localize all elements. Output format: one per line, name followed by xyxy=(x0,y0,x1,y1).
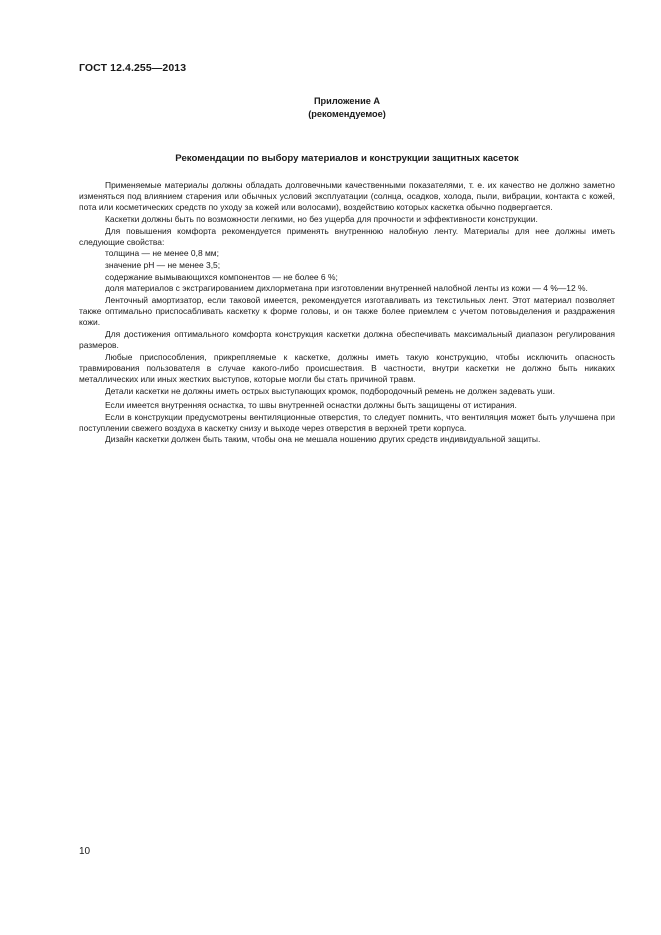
section-title: Рекомендации по выбору материалов и конструкции защитных касеток xyxy=(175,153,519,164)
property-item: значение рН — не менее 3,5; xyxy=(105,260,221,271)
standard-header: ГОСТ 12.4.255—2013 xyxy=(79,62,187,74)
property-item: содержание вымывающихся компонентов — не более 6 %; xyxy=(105,271,338,282)
page-number: 10 xyxy=(79,846,91,857)
paragraph: Ленточный амортизатор, если таковой имеется, рекомендуется изготавливать из текстильных лент. Этот материал позволяет также оптимально приспосабливать каскетку к форме головы, и он также более приемлем с учетом потовыделения и раздражения кожи. xyxy=(79,295,615,328)
paragraph: Дизайн каскетки должен быть таким, чтобы она не мешала ношению других средств индивидуальной защиты. xyxy=(105,434,541,445)
annex-heading xyxy=(79,95,615,120)
paragraph: Применяемые материалы должны обладать долговечными качественными показателями, т. е. их качество не должно заметно изменяться под влиянием старения или обычных условий эксплуатации (солнца, осадков, холода, пыли, вибрации, контакта с кожей, пота или косметических средств по уходу за кожей или волосами), воздействию которых каскетка обычно подвергается. xyxy=(79,180,615,213)
annex-title: Приложение А xyxy=(313,96,381,106)
paragraph: Каскетки должны быть по возможности легкими, но без ущерба для прочности и эффективности конструкции. xyxy=(105,213,538,224)
paragraph: Для повышения комфорта рекомендуется применять внутреннюю налобную ленту. Материалы для нее должны иметь следующие свойства: xyxy=(79,225,615,247)
paragraph: Если имеется внутренняя оснастка, то швы внутренней оснастки должны быть защищены от истирания. xyxy=(105,399,517,410)
property-item: толщина — не менее 0,8 мм; xyxy=(105,248,219,259)
paragraph: Для достижения оптимального комфорта конструкция каскетки должна обеспечивать максимальный диапазон регулирования размеров. xyxy=(79,328,615,351)
paragraph: Детали каскетки не должны иметь острых выступающих кромок, подбородочный ремень не должен задевать уши. xyxy=(105,385,555,396)
property-item: доля материалов с экстрагированием дихлорметана при изготовлении внутренней налобной ленты из кожи — 4 %—12 %. xyxy=(105,283,588,294)
annex-status: (рекомендуемое) xyxy=(308,108,386,119)
body-text xyxy=(79,180,615,446)
paragraph: Любые приспособления, прикрепляемые к каскетке, должны иметь такую конструкцию, чтобы исключить опасность травмирования пользователя в случае какого-либо происшествия. В частности, внутри каскетки не должно быть никаких металлических или иных жестких выступов, которые могли бы стать причиной травм. xyxy=(79,351,615,384)
paragraph: Если в конструкции предусмотрены вентиляционные отверстия, то следует помнить, что вентиляция может быть улучшена при поступлении свежего воздуха в каскетку снизу и выходе через отверстия в верхней трети корпуса. xyxy=(79,411,615,433)
